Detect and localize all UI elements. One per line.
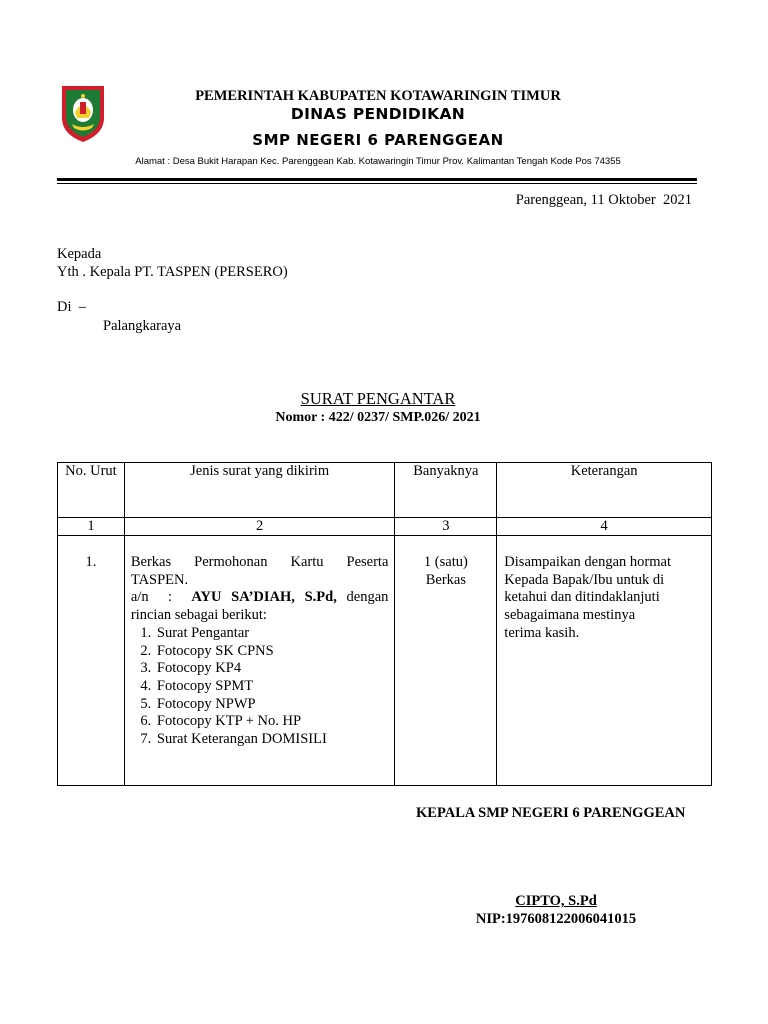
- quantity-line: Berkas: [425, 571, 466, 588]
- row-remarks: [497, 536, 712, 786]
- list-item: 2. Fotocopy SK CPNS: [155, 643, 389, 661]
- document-type-line: TASPEN.: [130, 571, 189, 588]
- column-number: 4: [497, 518, 712, 536]
- document-type-line: Berkas Permohonan Kartu Peserta: [130, 554, 389, 570]
- column-number: 3: [395, 518, 497, 536]
- letterhead-department: DINAS PENDIDIKAN: [290, 105, 466, 123]
- list-item: 1. Surat Pengantar: [155, 625, 389, 643]
- column-number: 1: [58, 518, 125, 536]
- recipient-name: Yth . Kepala PT. TASPEN (PERSERO): [57, 264, 288, 280]
- attachment-list: [131, 625, 389, 749]
- remarks-line: Kepada Bapak/Ibu untuk di: [504, 571, 665, 588]
- letterhead-address: Alamat : Desa Bukit Harapan Kec. Parenggean Kab. Kotawaringin Timur Prov. Kalimantan Tengah Kode Pos 74355: [135, 156, 621, 167]
- list-item: 3. Fotocopy KP4: [155, 660, 389, 678]
- column-number: 2: [124, 518, 395, 536]
- remarks-line: Disampaikan dengan hormat: [504, 554, 671, 570]
- letterhead-divider: [57, 178, 697, 181]
- recipient-di: Di –: [57, 299, 86, 315]
- table-row: [58, 536, 712, 786]
- signatory-nip: NIP:197608122006041015: [475, 911, 637, 927]
- quantity-line: 1 (satu): [423, 554, 468, 570]
- row-document-type: [124, 536, 395, 786]
- row-quantity: [395, 536, 497, 786]
- dispatch-table: [57, 462, 712, 786]
- header-jenis-surat: Jenis surat yang dikirim: [124, 463, 395, 518]
- document-number: Nomor : 422/ 0237/ SMP.026/ 2021: [275, 410, 481, 425]
- recipient-place: Palangkaraya: [103, 318, 182, 334]
- signatory-position: KEPALA SMP NEGERI 6 PARENGGEAN: [416, 805, 686, 821]
- remarks-line: terima kasih.: [504, 624, 580, 641]
- remarks-line: sebagaimana mestinya: [504, 607, 636, 624]
- list-item: 6. Fotocopy KTP + No. HP: [155, 713, 389, 731]
- document-type-line: rincian sebagai berikut:: [130, 607, 267, 624]
- remarks-line: ketahui dan ditindaklanjuti: [504, 589, 660, 606]
- letterhead-divider-thin: [57, 183, 697, 184]
- list-item: 7. Surat Keterangan DOMISILI: [155, 731, 389, 749]
- regency-emblem-icon: [58, 82, 108, 144]
- recipient-kepada: Kepada: [57, 246, 102, 262]
- header-no-urut: No. Urut: [58, 463, 125, 518]
- table-header-row: [58, 463, 712, 518]
- letter-date: Parenggean, 11 Oktober 2021: [515, 192, 692, 208]
- list-item: 5. Fotocopy NPWP: [155, 696, 389, 714]
- row-number: 1.: [58, 536, 125, 786]
- signatory-name: CIPTO, S.Pd: [515, 893, 597, 909]
- recipient-of-file: a/n : AYU SA’DIAH, S.Pd, dengan: [130, 589, 389, 606]
- header-banyaknya: Banyaknya: [395, 463, 497, 518]
- document-title: SURAT PENGANTAR: [300, 389, 456, 408]
- applicant-name: AYU SA’DIAH, S.Pd,: [191, 589, 337, 606]
- list-item: 4. Fotocopy SPMT: [155, 678, 389, 696]
- letterhead-school: SMP NEGERI 6 PARENGGEAN: [252, 131, 504, 149]
- header-keterangan: Keterangan: [497, 463, 712, 518]
- letterhead-government: PEMERINTAH KABUPATEN KOTAWARINGIN TIMUR: [195, 88, 561, 104]
- table-column-number-row: [58, 518, 712, 536]
